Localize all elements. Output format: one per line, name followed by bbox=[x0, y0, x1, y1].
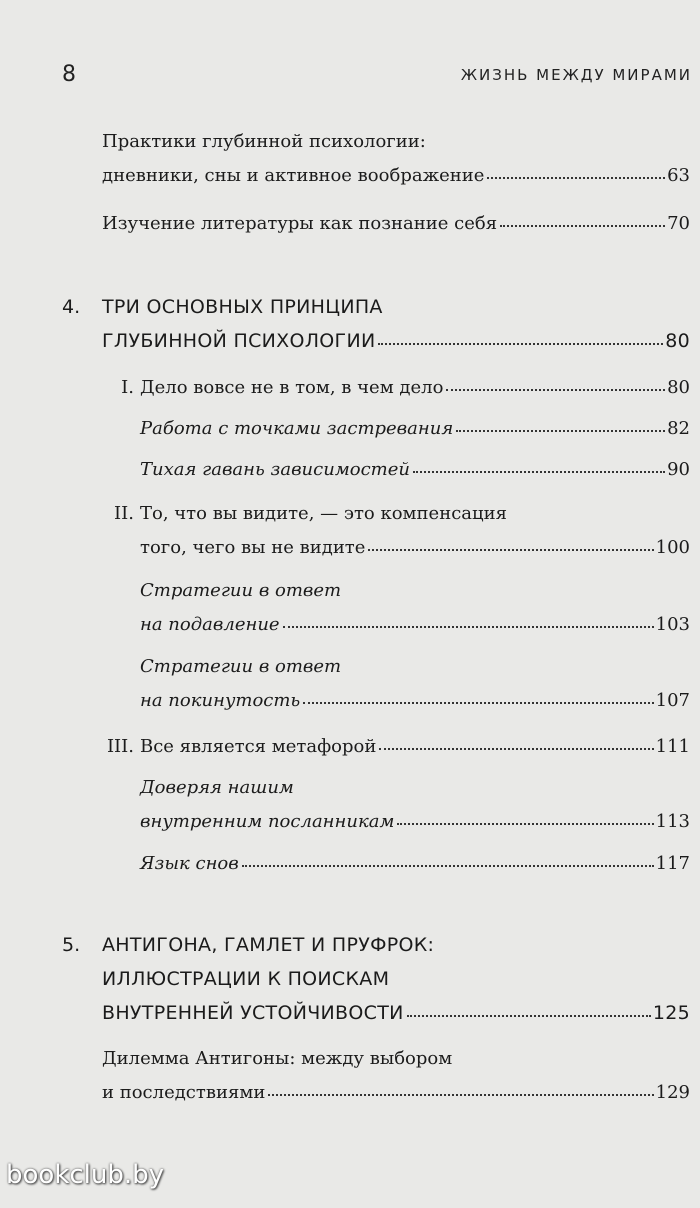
toc-entry-leader-line bbox=[102, 318, 690, 352]
toc-entry-leader-line bbox=[102, 152, 690, 186]
dot-leader bbox=[407, 1015, 651, 1017]
toc-page-number: 63 bbox=[667, 165, 690, 186]
dot-leader bbox=[283, 626, 654, 628]
chapter-title: АНТИГОНА, ГАМЛЕТ И ПРУФРОК: bbox=[102, 934, 435, 956]
toc-page-number: 113 bbox=[655, 811, 690, 832]
running-title: ЖИЗНЬ МЕЖДУ МИРАМИ bbox=[460, 66, 692, 84]
chapter-title: ТРИ ОСНОВНЫХ ПРИНЦИПА bbox=[102, 296, 383, 318]
toc-page-number: 100 bbox=[655, 537, 690, 558]
toc-page-number: 103 bbox=[655, 614, 690, 635]
toc-entry-text: внутренним посланникам bbox=[140, 811, 395, 832]
dot-leader bbox=[242, 865, 654, 867]
toc-entry-text: Дилемма Антигоны: между выбором bbox=[102, 1048, 453, 1069]
toc-page-number: 80 bbox=[665, 330, 690, 352]
toc-page-number: 111 bbox=[655, 736, 690, 757]
toc-entry-text: Работа с точками застревания bbox=[140, 418, 454, 439]
toc-page-number: 80 bbox=[667, 377, 690, 398]
toc-subsection-3b bbox=[140, 840, 690, 874]
toc-subsection-1a bbox=[140, 405, 690, 439]
dot-leader bbox=[456, 430, 665, 432]
chapter-title: ГЛУБИННОЙ ПСИХОЛОГИИ bbox=[102, 330, 376, 352]
toc-page-number: 107 bbox=[655, 690, 690, 711]
toc-entry-text: Все является метафорой bbox=[140, 736, 377, 757]
toc-entry-leader-line bbox=[102, 990, 690, 1024]
toc-entry-leader-line bbox=[102, 1069, 690, 1103]
chapter-number: 5. bbox=[62, 934, 81, 956]
toc-entry-text: Язык снов bbox=[140, 853, 239, 874]
watermark-logo: bookclub.by bbox=[6, 1160, 165, 1190]
toc-page-number: 82 bbox=[667, 418, 690, 439]
toc-entry-text: То, что вы видите, — это компенсация bbox=[140, 503, 507, 524]
toc-page-number: 125 bbox=[652, 1002, 690, 1024]
toc-entry-text: Тихая гавань зависимостей bbox=[140, 459, 410, 480]
toc-entry-text: Изучение литературы как познание себя bbox=[102, 213, 498, 234]
toc-entry-text: на подавление bbox=[140, 614, 280, 635]
toc-subsection-2b bbox=[140, 677, 690, 711]
toc-entry-literature bbox=[102, 200, 690, 234]
toc-entry-text: Стратегии в ответ bbox=[140, 580, 342, 601]
chapter-title: ИЛЛЮСТРАЦИИ К ПОИСКАМ bbox=[102, 968, 390, 990]
dot-leader bbox=[397, 823, 653, 825]
section-numeral: I. bbox=[121, 377, 134, 398]
dot-leader bbox=[268, 1094, 653, 1096]
dot-leader bbox=[378, 343, 663, 345]
page-number: 8 bbox=[62, 62, 76, 87]
toc-subsection-1b bbox=[140, 446, 690, 480]
toc-page-number: 117 bbox=[655, 853, 690, 874]
toc-section-3 bbox=[140, 723, 690, 757]
toc-section-2 bbox=[140, 524, 690, 558]
dot-leader bbox=[500, 225, 665, 227]
toc-subsection-2a bbox=[140, 601, 690, 635]
toc-page-number: 70 bbox=[667, 213, 690, 234]
toc-entry-text: Стратегии в ответ bbox=[140, 656, 342, 677]
dot-leader bbox=[413, 471, 665, 473]
dot-leader bbox=[368, 549, 653, 551]
toc-entry-text: Дело вовсе не в том, в чем дело bbox=[140, 377, 444, 398]
dot-leader bbox=[487, 177, 665, 179]
toc-page-number: 129 bbox=[655, 1082, 690, 1103]
section-numeral: II. bbox=[114, 503, 134, 524]
toc-entry-text: Доверяя нашим bbox=[140, 777, 294, 798]
toc-entry-text: на покинутость bbox=[140, 690, 301, 711]
toc-entry-text: Практики глубинной психологии: bbox=[102, 131, 426, 152]
toc-section-1 bbox=[140, 364, 690, 398]
toc-entry-text: того, чего вы не видите bbox=[140, 537, 366, 558]
toc-page-number: 90 bbox=[667, 459, 690, 480]
dot-leader bbox=[446, 389, 665, 391]
toc-entry-text: и последствиями bbox=[102, 1082, 266, 1103]
toc-entry-text: дневники, сны и активное воображение bbox=[102, 165, 485, 186]
toc-subsection-3a bbox=[140, 798, 690, 832]
dot-leader bbox=[303, 702, 653, 704]
dot-leader bbox=[379, 748, 653, 750]
chapter-title: ВНУТРЕННЕЙ УСТОЙЧИВОСТИ bbox=[102, 1002, 404, 1024]
chapter-number: 4. bbox=[62, 296, 81, 318]
section-numeral: III. bbox=[106, 736, 134, 757]
